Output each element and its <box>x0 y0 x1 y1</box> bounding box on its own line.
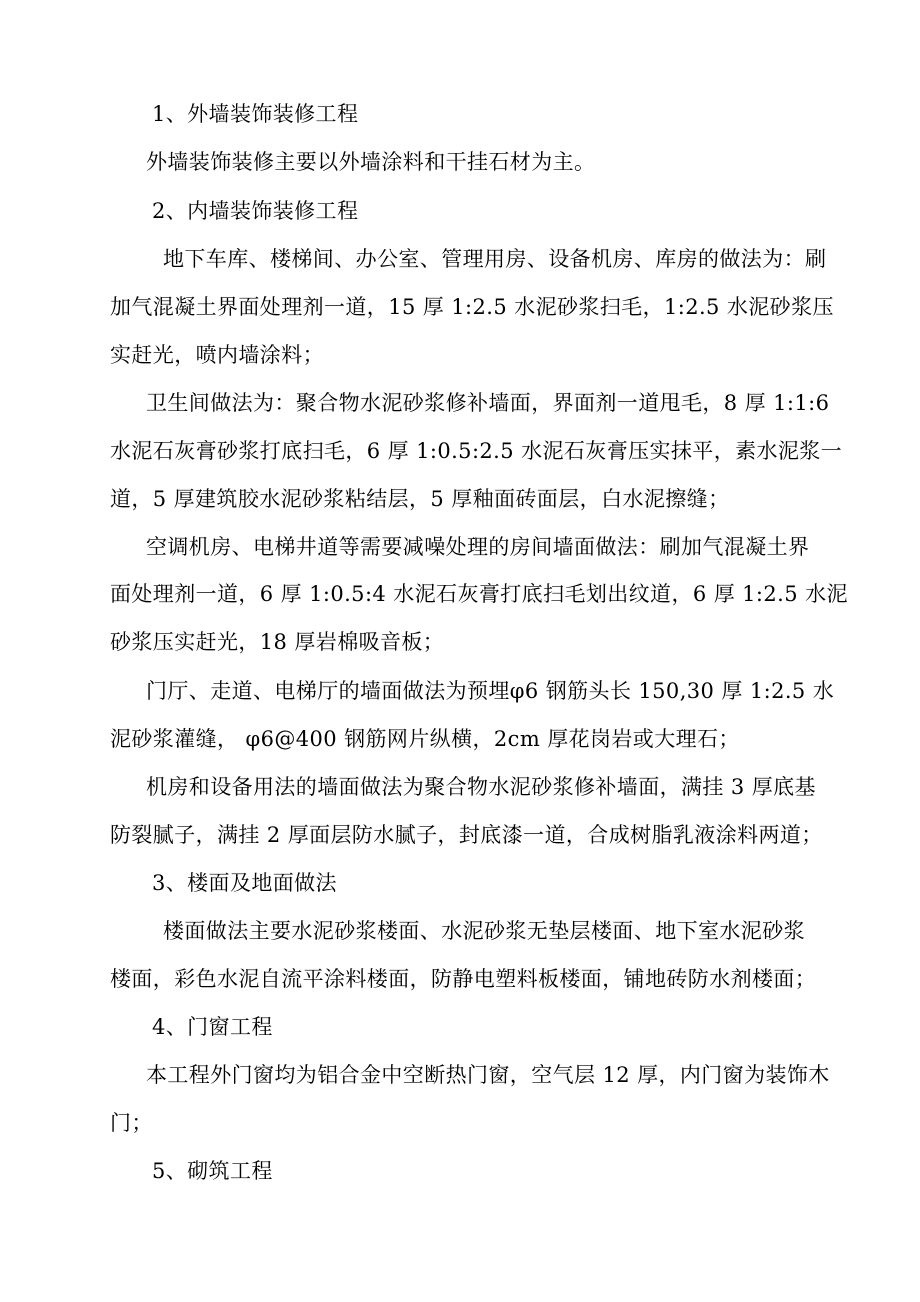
section-heading-floors: 3、楼面及地面做法 <box>152 871 337 895</box>
paragraph-line: 道，5 厚建筑胶水泥砂浆粘结层，5 厚釉面砖面层，白水泥擦缝； <box>110 487 730 511</box>
paragraph-line: 实赶光，喷内墙涂料； <box>110 343 324 367</box>
paragraph-line: 门厅、走道、电梯厅的墙面做法为预埋φ6 钢筋头长 150,30 厚 1:2.5 水 <box>146 679 835 703</box>
paragraph-line: 外墙装饰装修主要以外墙涂料和干挂石材为主。 <box>146 150 596 174</box>
section-heading-masonry: 5、砌筑工程 <box>152 1159 273 1183</box>
paragraph-line: 砂浆压实赶光，18 厚岩棉吸音板； <box>110 630 445 654</box>
paragraph-line: 防裂腻子，满挂 2 厚面层防水腻子，封底漆一道，合成树脂乳液涂料两道； <box>110 823 823 847</box>
section-heading-exterior-wall: 1、外墙装饰装修工程 <box>152 102 359 126</box>
paragraph-line: 机房和设备用法的墙面做法为聚合物水泥砂浆修补墙面，满挂 3 厚底基 <box>146 775 816 799</box>
paragraph-line: 加气混凝土界面处理剂一道，15 厚 1:2.5 水泥砂浆扫毛，1:2.5 水泥砂浆压 <box>110 295 834 319</box>
paragraph-line: 地下车库、楼梯间、办公室、管理用房、设备机房、库房的做法为：刷 <box>163 247 827 271</box>
paragraph-line: 卫生间做法为：聚合物水泥砂浆修补墙面，界面剂一道甩毛，8 厚 1:1:6 <box>146 391 830 415</box>
paragraph-line: 面处理剂一道，6 厚 1:0.5:4 水泥石灰膏打底扫毛划出纹道，6 厚 1:2.5 水泥 <box>110 582 848 606</box>
paragraph-line: 泥砂浆灌缝， φ6@400 钢筋网片纵横，2cm 厚花岗岩或大理石； <box>110 727 740 751</box>
paragraph-line: 门； <box>110 1111 153 1135</box>
section-heading-doors-windows: 4、门窗工程 <box>152 1015 273 1039</box>
paragraph-line: 本工程外门窗均为铝合金中空断热门窗，空气层 12 厚，内门窗为装饰木 <box>146 1063 830 1087</box>
paragraph-line: 楼面做法主要水泥砂浆楼面、水泥砂浆无垫层楼面、地下室水泥砂浆 <box>163 919 805 943</box>
paragraph-line: 楼面，彩色水泥自流平涂料楼面，防静电塑料板楼面，铺地砖防水剂楼面； <box>110 967 817 991</box>
paragraph-line: 空调机房、电梯井道等需要减噪处理的房间墙面做法：刷加气混凝土界 <box>146 535 810 559</box>
paragraph-line: 水泥石灰膏砂浆打底扫毛，6 厚 1:0.5:2.5 水泥石灰膏压实抹平，素水泥浆一 <box>110 439 843 463</box>
section-heading-interior-wall: 2、内墙装饰装修工程 <box>152 199 359 223</box>
